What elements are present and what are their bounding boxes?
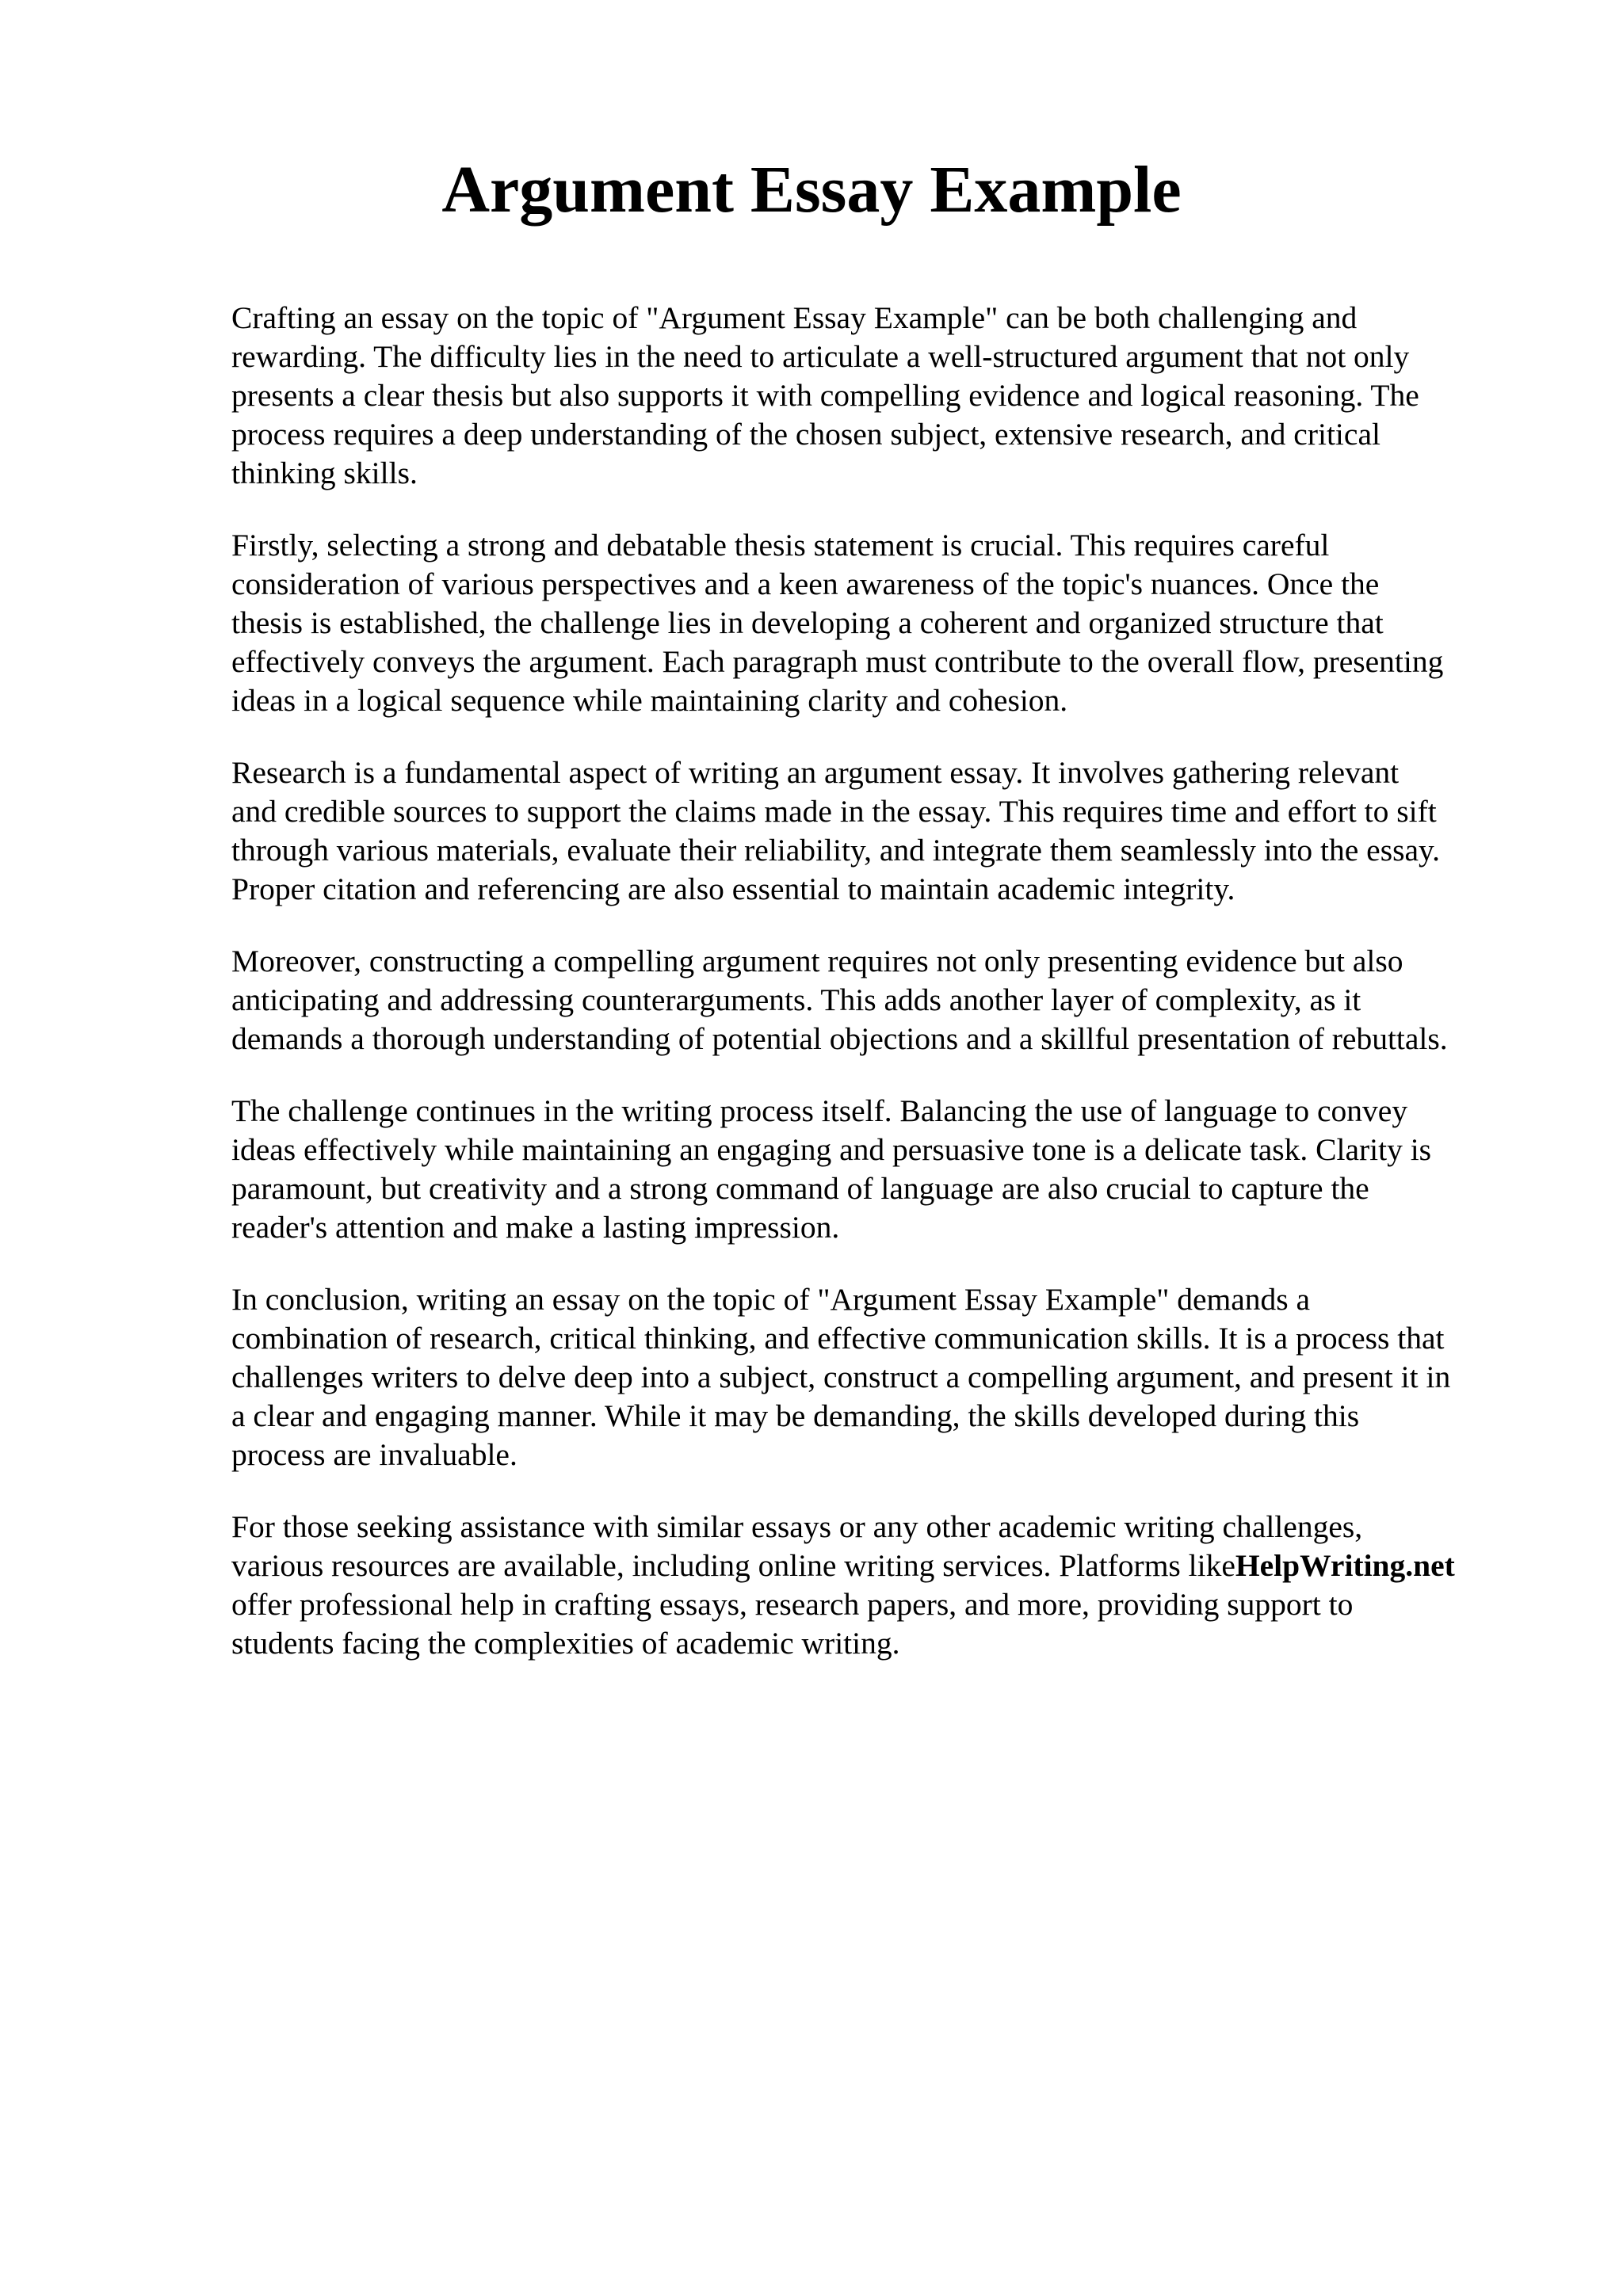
paragraph-line: presents a clear thesis but also supports it with compelling evidence and logical reasoning. The bbox=[231, 378, 1419, 413]
paragraph-3 bbox=[231, 753, 1523, 909]
paragraph-line: a clear and engaging manner. While it may be demanding, the skills developed during this bbox=[231, 1398, 1360, 1433]
paragraph-line: and credible sources to support the claims made in the essay. This requires time and effort to sift bbox=[231, 794, 1437, 829]
paragraph-line: effectively conveys the argument. Each paragraph must contribute to the overall flow, presenting bbox=[231, 644, 1444, 679]
page-title: Argument Essay Example bbox=[441, 153, 1182, 227]
paragraph-line: consideration of various perspectives and a keen awareness of the topic's nuances. Once the bbox=[231, 566, 1380, 601]
paragraph-1 bbox=[231, 299, 1523, 493]
paragraph-line-text: various resources are available, including online writing services. Platforms like bbox=[231, 1548, 1235, 1583]
paragraph-line bbox=[231, 1547, 1523, 1585]
paragraph-5 bbox=[231, 1092, 1523, 1247]
paragraph-line: Firstly, selecting a strong and debatable thesis statement is crucial. This requires careful bbox=[231, 528, 1330, 563]
paragraph-line: combination of research, critical thinking, and effective communication skills. It is a process that bbox=[231, 1321, 1445, 1356]
paragraph-line: reader's attention and make a lasting impression. bbox=[231, 1210, 840, 1245]
paragraph-line: ideas effectively while maintaining an engaging and persuasive tone is a delicate task. Clarity is bbox=[231, 1132, 1432, 1167]
paragraph-line: offer professional help in crafting essays, research papers, and more, providing support to bbox=[231, 1587, 1354, 1622]
paragraph-line: rewarding. The difficulty lies in the need to articulate a well-structured argument that not only bbox=[231, 339, 1410, 374]
essay-body bbox=[231, 299, 1523, 1696]
paragraph-line: Research is a fundamental aspect of writing an argument essay. It involves gathering relevant bbox=[231, 755, 1400, 790]
paragraph-2 bbox=[231, 526, 1523, 720]
paragraph-7 bbox=[231, 1508, 1523, 1663]
paragraph-line: thinking skills. bbox=[231, 456, 418, 490]
paragraph-line: students facing the complexities of academic writing. bbox=[231, 1626, 900, 1661]
paragraph-line: Moreover, constructing a compelling argument requires not only presenting evidence but also bbox=[231, 944, 1403, 978]
paragraph-line: ideas in a logical sequence while maintaining clarity and cohesion. bbox=[231, 683, 1068, 718]
paragraph-line: The challenge continues in the writing process itself. Balancing the use of language to convey bbox=[231, 1093, 1408, 1128]
paragraph-line: Crafting an essay on the topic of "Argument Essay Example" can be both challenging and bbox=[231, 300, 1358, 335]
paragraph-line: For those seeking assistance with similar essays or any other academic writing challenges, bbox=[231, 1509, 1363, 1544]
brand-name: HelpWriting.net bbox=[1235, 1548, 1455, 1583]
paragraph-line: demands a thorough understanding of potential objections and a skillful presentation of rebuttals. bbox=[231, 1021, 1448, 1056]
paragraph-line: anticipating and addressing counterarguments. This adds another layer of complexity, as it bbox=[231, 982, 1361, 1017]
paragraph-line: Proper citation and referencing are also essential to maintain academic integrity. bbox=[231, 871, 1235, 906]
paragraph-line: In conclusion, writing an essay on the topic of "Argument Essay Example" demands a bbox=[231, 1282, 1311, 1317]
paragraph-line: process are invaluable. bbox=[231, 1437, 517, 1472]
paragraph-line: thesis is established, the challenge lies in developing a coherent and organized structure that bbox=[231, 605, 1384, 640]
paragraph-4 bbox=[231, 942, 1523, 1058]
paragraph-line: paramount, but creativity and a strong command of language are also crucial to capture the bbox=[231, 1171, 1369, 1206]
paragraph-6 bbox=[231, 1280, 1523, 1474]
paragraph-line: challenges writers to delve deep into a subject, construct a compelling argument, and present it in bbox=[231, 1360, 1451, 1394]
paragraph-line: through various materials, evaluate their reliability, and integrate them seamlessly into the essay. bbox=[231, 833, 1441, 868]
paragraph-line: process requires a deep understanding of the chosen subject, extensive research, and critical bbox=[231, 417, 1381, 452]
